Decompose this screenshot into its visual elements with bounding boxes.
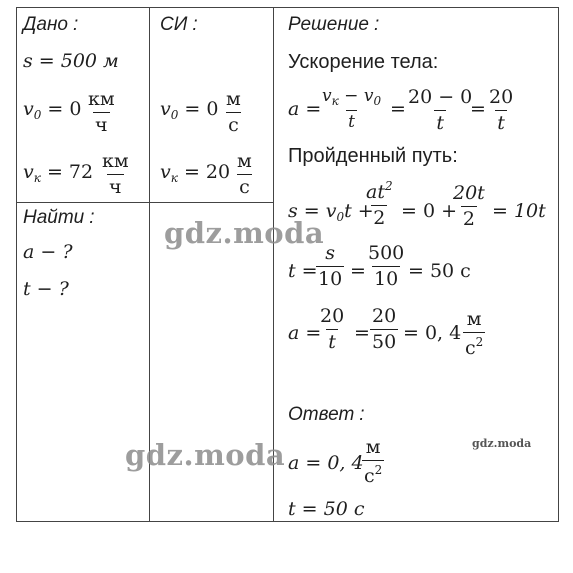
path-mid: = 0 + bbox=[401, 200, 458, 222]
accel-frac-2: $\frac{20 - 0}{t}$ bbox=[408, 86, 473, 134]
a-frac-1: $\frac{20}{t}$ bbox=[320, 305, 345, 353]
accel-eq-2: = bbox=[470, 98, 486, 120]
path-lhs: $s = v_0t$ + bbox=[288, 200, 374, 224]
si-vk-unit: м с bbox=[237, 150, 252, 198]
si-v0: $v_0 = 0$ bbox=[160, 98, 219, 122]
answer-t: t = 50 с bbox=[288, 498, 365, 520]
a-frac-2: $\frac{20}{50}$ bbox=[372, 305, 397, 353]
given-v0-unit: км ч bbox=[88, 88, 115, 136]
t-result: = 50 с bbox=[408, 260, 471, 282]
find-header: Найти : bbox=[23, 207, 95, 228]
t-lhs: t = bbox=[288, 260, 318, 282]
given-vk: $v_к = 72$ bbox=[23, 161, 94, 185]
si-header: СИ : bbox=[160, 14, 198, 35]
find-t: t − ? bbox=[23, 278, 69, 300]
acceleration-title: Ускорение тела: bbox=[288, 51, 439, 73]
row-divider bbox=[16, 202, 273, 203]
find-a: a − ? bbox=[23, 241, 73, 263]
solution-header: Решение : bbox=[288, 14, 380, 35]
accel-lhs: a = bbox=[288, 98, 322, 120]
given-header: Дано : bbox=[23, 14, 79, 35]
path-end: = 10t bbox=[492, 200, 546, 222]
path-frac-1: $\frac{at^2}{2}$ bbox=[366, 179, 393, 229]
given-v0: $v_0 = 0$ bbox=[23, 98, 82, 122]
si-v0-unit: м с bbox=[226, 88, 241, 136]
accel-eq-1: = bbox=[390, 98, 406, 120]
answer-header: Ответ : bbox=[288, 404, 365, 425]
a-result: = 0, 4 bbox=[403, 322, 462, 344]
watermark-top: gdz.moda bbox=[164, 216, 325, 250]
path-frac-2: $\frac{20t}{2}$ bbox=[453, 182, 485, 230]
answer-a: a = 0, 4 bbox=[288, 452, 364, 474]
accel-frac-3: $\frac{20}{t}$ bbox=[489, 86, 514, 134]
given-vk-unit: км ч bbox=[102, 150, 129, 198]
a-unit: м $с^2$ bbox=[465, 308, 484, 359]
answer-a-unit: м $с^2$ bbox=[364, 436, 383, 487]
accel-frac-1: $v_к - v_0$ t bbox=[322, 86, 382, 132]
a-eq: = bbox=[354, 322, 370, 344]
si-vk: $v_к = 20$ bbox=[160, 161, 231, 185]
t-eq: = bbox=[350, 260, 366, 282]
t-frac-1: $\frac{s}{10}$ bbox=[318, 242, 343, 290]
path-title: Пройденный путь: bbox=[288, 145, 458, 167]
t-frac-2: $\frac{500}{10}$ bbox=[368, 242, 405, 290]
watermark-small: gdz.moda bbox=[472, 437, 532, 450]
given-s: s = 500 м bbox=[23, 50, 119, 72]
watermark-bottom: gdz.moda bbox=[125, 438, 286, 472]
a-lhs: a = bbox=[288, 322, 322, 344]
